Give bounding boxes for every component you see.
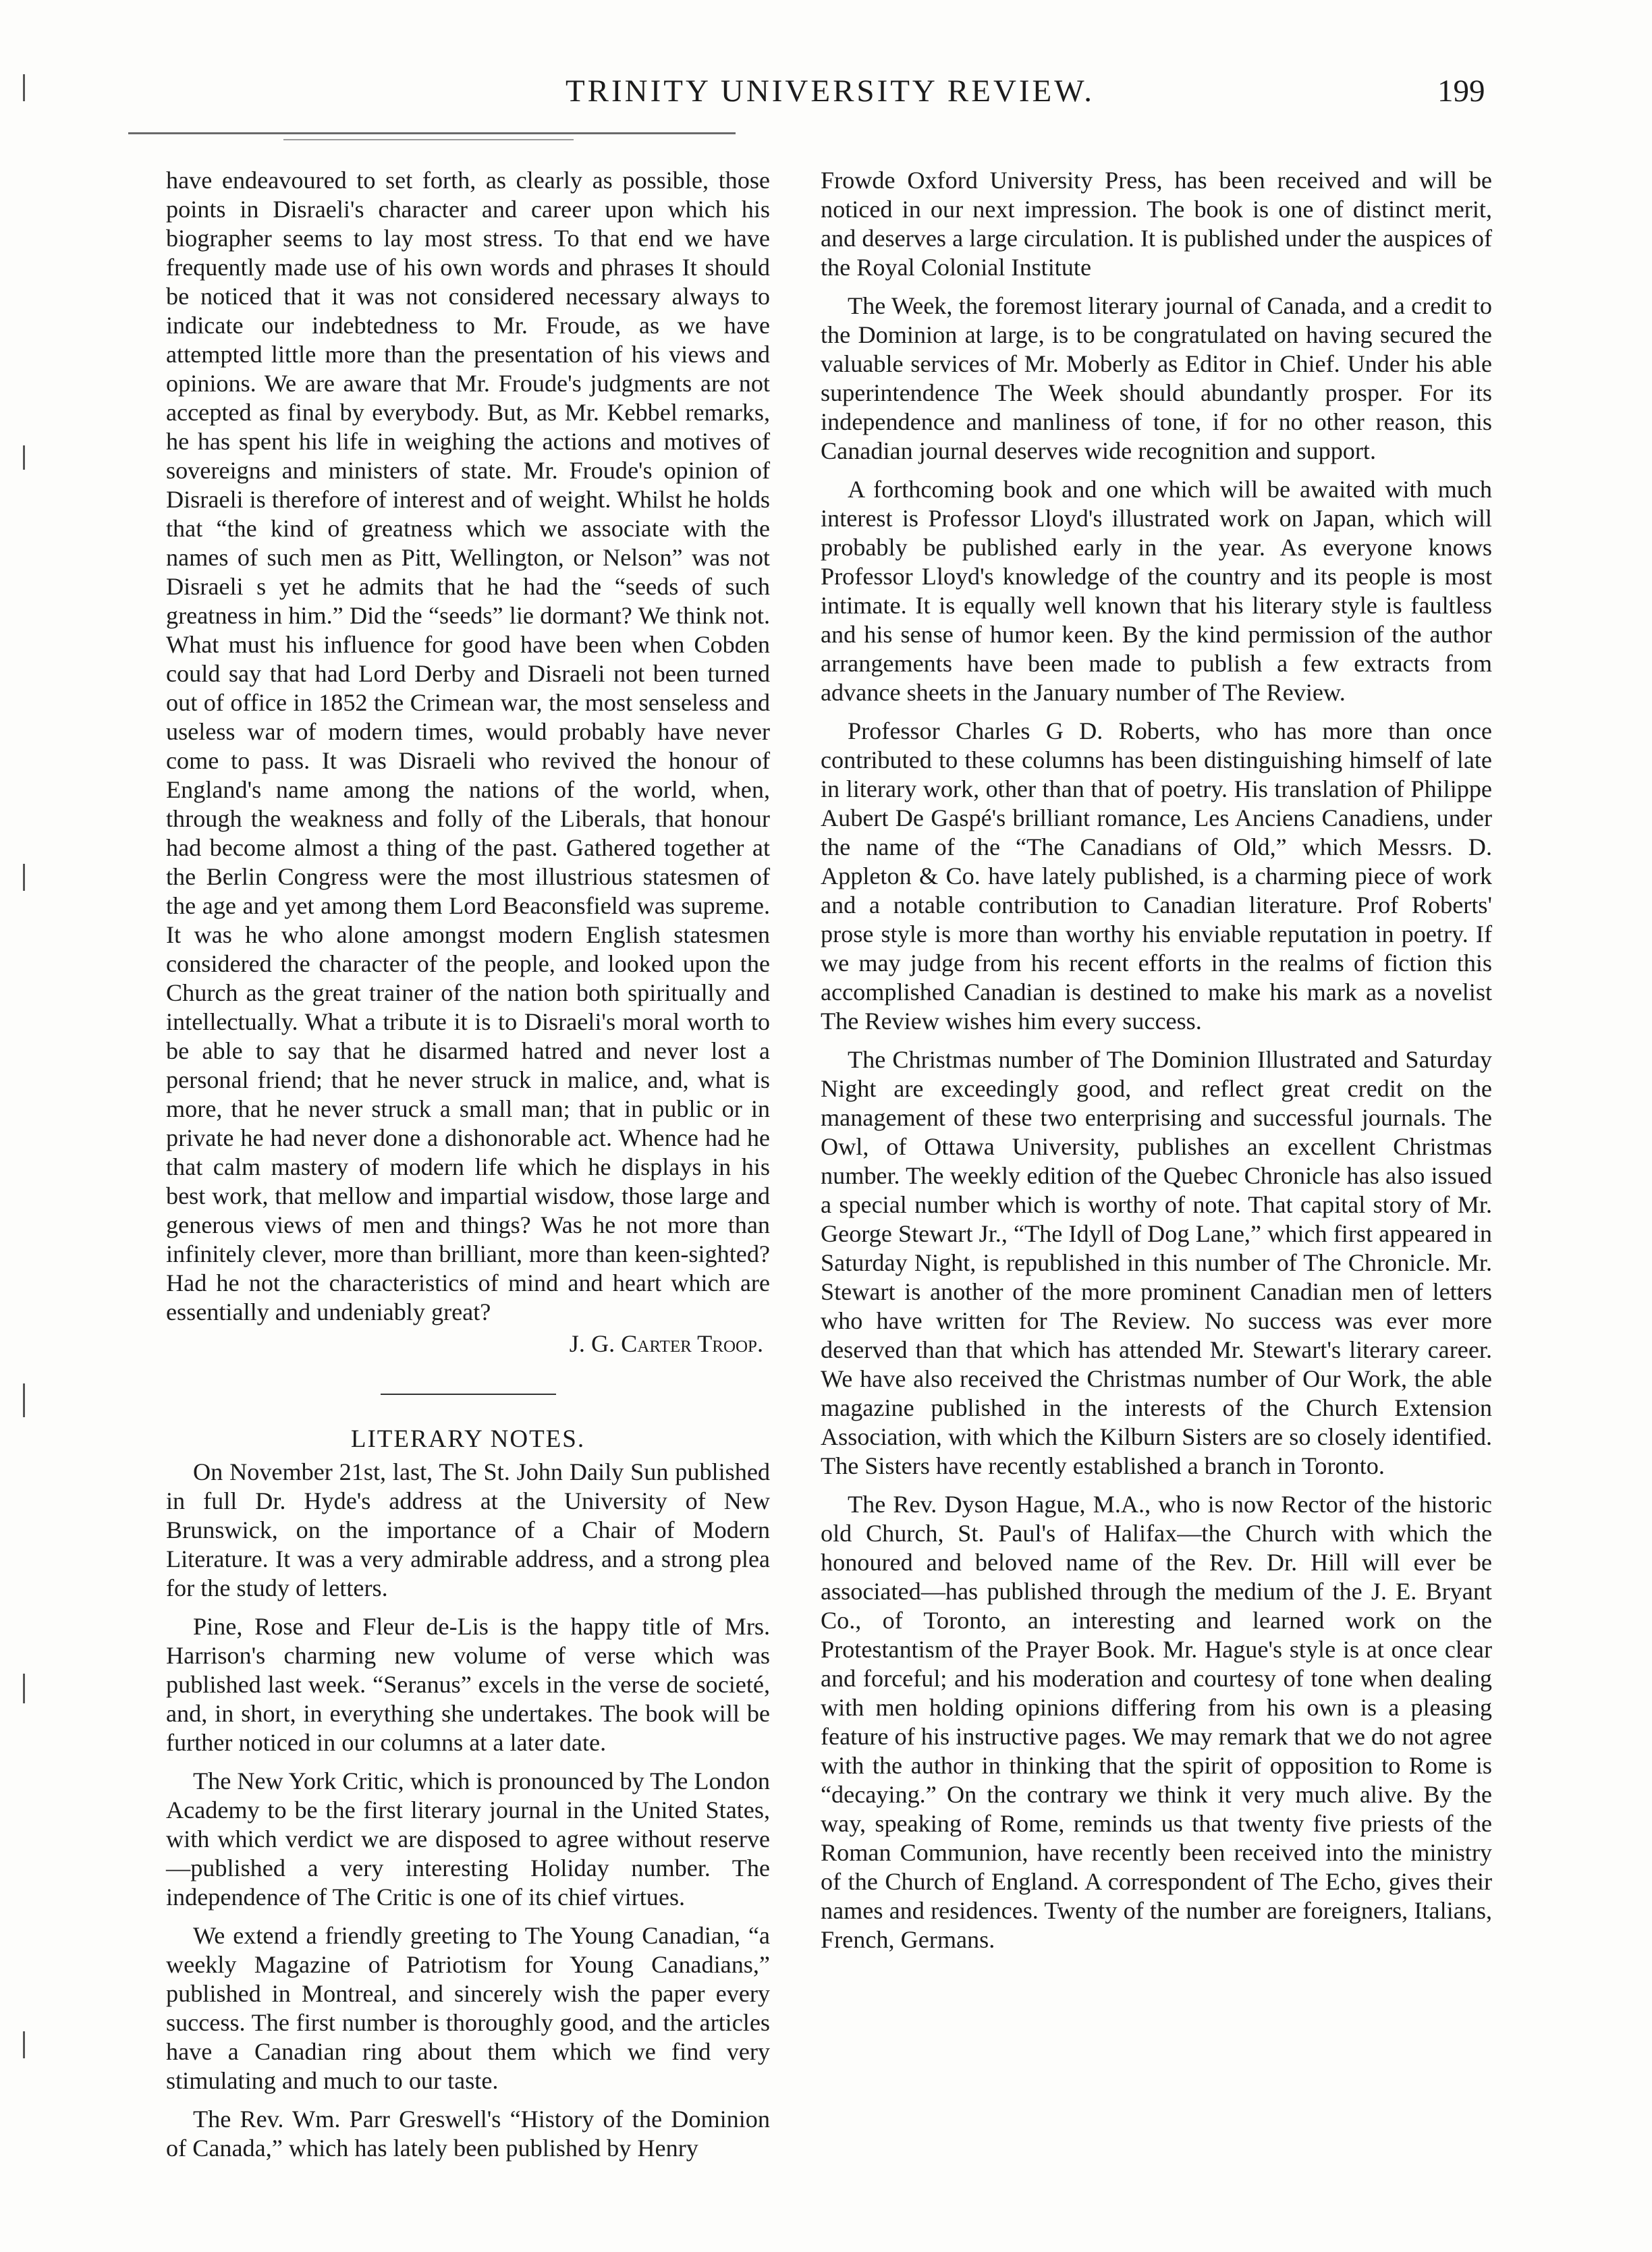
section-divider	[381, 1394, 556, 1395]
note-paragraph: The Rev. Wm. Parr Greswell's “History of the Dominion of Canada,” which has lately been published by Henry	[166, 2106, 770, 2162]
header-rule-secondary	[283, 139, 574, 140]
note-paragraph: The Christmas number of The Dominion Illustrated and Saturday Night are exceedingly good, and reflect great credit on the management of these two enterprising and successful journals. The Owl, of Ottawa University, publishes an excellent Christmas number. The weekly edition of the Quebec Chronicle has also issued a special number which is worthy of note. That capital story of Mr. George Stewart Jr., “The Idyll of Dog Lane,” which first appeared in Saturday Night, is republished in this number of The Chronicle. Mr. Stewart is another of the more prominent Canadian men of letters who have written for The Review. No success was ever more deserved than that which has attended Mr. Stewart's literary career. We have also received the Christmas number of Our Work, the able magazine published in the interests of the Church Extension Association, with which the Kilburn Sisters are so closely identified. The Sisters have recently established a branch in Toronto.	[821, 1046, 1492, 1479]
page-header	[0, 73, 1652, 134]
header-rule	[128, 132, 736, 134]
note-paragraph: The Week, the foremost literary journal of Canada, and a credit to the Dominion at large, is to be congratulated on having secured the valuable services of Mr. Moberly as Editor in Chief. Under his able superintendence The Week should abundantly prosper. For its independence and manliness of tone, if for no other reason, this Canadian journal deserves wide recognition and support.	[821, 292, 1492, 464]
note-paragraph: We extend a friendly greeting to The Young Canadian, “a weekly Magazine of Patriotism for Young Canadians,” published in Montreal, and sincerely wish the paper every success. The first number is thoroughly good, and the articles have a Canadian ring about them which we find very stimulating and much to our taste.	[166, 1922, 770, 2094]
note-paragraph: A forthcoming book and one which will be awaited with much interest is Professor Lloyd's illustrated work on Japan, which will probably be published early in the year. As everyone knows Professor Lloyd's knowledge of the country and its people is most intimate. It is equally well known that his literary style is faultless and his sense of humor keen. By the kind permission of the author arrangements have been made to publish a few extracts from advance sheets in the January number of The Review.	[821, 476, 1492, 706]
margin-mark	[23, 1674, 25, 1703]
section-title: LITERARY NOTES.	[350, 1425, 586, 1453]
margin-marks	[0, 0, 40, 2252]
note-paragraph: The New York Critic, which is pronounced by The London Academy to be the first literary journal in the United States, with which verdict we are disposed to agree without reserve—published a very interesting Holiday number. The independence of The Critic is one of its chief virtues.	[166, 1767, 770, 1911]
margin-mark	[23, 864, 25, 891]
margin-mark	[23, 1383, 25, 1417]
note-paragraph: On November 21st, last, The St. John Daily Sun published in full Dr. Hyde's address at the University of New Brunswick, on the importance of a Chair of Modern Literature. It was a very admirable address, and a strong plea for the study of letters.	[166, 1458, 770, 1601]
running-head: TRINITY UNIVERSITY REVIEW.	[565, 74, 1095, 109]
page-number: 199	[1437, 74, 1485, 109]
note-paragraph: Frowde Oxford University Press, has been received and will be noticed in our next impression. The book is one of distinct merit, and deserves a large circulation. It is published under the auspices of the Royal Colonial Institute	[821, 167, 1492, 281]
article-signature: J. G. Carter Troop.	[569, 1330, 763, 1357]
margin-mark	[23, 445, 25, 470]
note-paragraph: Professor Charles G D. Roberts, who has more than once contributed to these columns has been distinguishing himself of late in literary work, other than that of poetry. His translation of Philippe Aubert De Gaspé's brilliant romance, Les Anciens Canadiens, under the name of the “The Canadians of Old,” which Messrs. D. Appleton & Co. have lately published, is a charming piece of work and a notable contribution to Canadian literature. Prof Roberts' prose style is more than worthy his enviable reputation in poetry. If we may judge from his recent efforts in the realms of fiction this accomplished Canadian is destined to make his mark as a novelist The Review wishes him every success.	[821, 717, 1492, 1035]
margin-mark	[23, 2031, 25, 2058]
note-paragraph: Pine, Rose and Fleur de-Lis is the happy title of Mrs. Harrison's charming new volume of verse which was published last week. “Seranus” excels in the verse de societé, and, in short, in everything she undertakes. The book will be further noticed in our columns at a later date.	[166, 1613, 770, 1756]
right-column	[821, 166, 1492, 1954]
left-column	[166, 166, 770, 2163]
margin-mark	[23, 74, 25, 101]
article-text: have endeavoured to set forth, as clearly as possible, those points in Disraeli's character and career upon which his biographer seems to lay most stress. To that end we have frequently made use of his own words and phrases It should be noticed that it was not considered necessary always to indicate our indebtedness to Mr. Froude, as we have attempted little more than the presentation of his views and opinions. We are aware that Mr. Froude's judgments are not accepted as final by everybody. But, as Mr. Kebbel remarks, he has spent his life in weighing the actions and motives of sovereigns and ministers of state. Mr. Froude's opinion of Disraeli is therefore of interest and of weight. Whilst he holds that “the kind of greatness which we associate with the names of such men as Pitt, Wellington, or Nelson” was not Disraeli s yet he admits that he had the “seeds of such greatness in him.” Did the “seeds” lie dormant? We think not. What must his influence for good have been when Cobden could say that had Lord Derby and Disraeli not been turned out of office in 1852 the Crimean war, the most senseless and useless war of modern times, would probably have never come to pass. It was Disraeli who revived the honour of England's name among the nations of the world, when, through the weakness and folly of the Liberals, that honour had become almost a thing of the past. Gathered together at the Berlin Congress were the most illustrious statesmen of the age and yet among them Lord Beaconsfield was supreme. It was he who alone amongst modern English statesmen considered the character of the people, and looked upon the Church as the great trainer of the nation both spiritually and intellectually. What a tribute it is to Disraeli's moral worth to be able to say that he disarmed hatred and never lost a personal friend; that he never struck in malice, and, what is more, that he never struck a small man; that in public or in private he had never done a dishonorable act. Whence had he that calm mastery of modern life which he displays in his best work, that mellow and impartial wisdow, those large and generous views of men and things? Was he not more than infinitely clever, more than brilliant, more than keen-sighted? Had he not the characteristics of mind and heart which are essentially and undeniably great?	[166, 167, 770, 1325]
note-paragraph: The Rev. Dyson Hague, M.A., who is now Rector of the historic old Church, St. Paul's of Halifax—the Church with which the honoured and beloved name of the Rev. Dr. Hill will ever be associated—has published through the medium of the J. E. Bryant Co., of Toronto, an interesting and learned work on the Protestantism of the Prayer Book. Mr. Hague's style is at once clear and forceful; and his moderation and courtesy of tone when dealing with men holding opinions differing from his own is a pleasing feature of his instructive pages. We may remark that we do not agree with the author in thinking that the spirit of opposition to Rome is “decaying.” On the contrary we think it very much alive. By the way, speaking of Rome, reminds us that twenty five priests of the Roman Communion, have recently been received into the ministry of the Church of England. A correspondent of The Echo, gives their names and residences. Twenty of the number are foreigners, Italians, French, Germans.	[821, 1491, 1492, 1953]
